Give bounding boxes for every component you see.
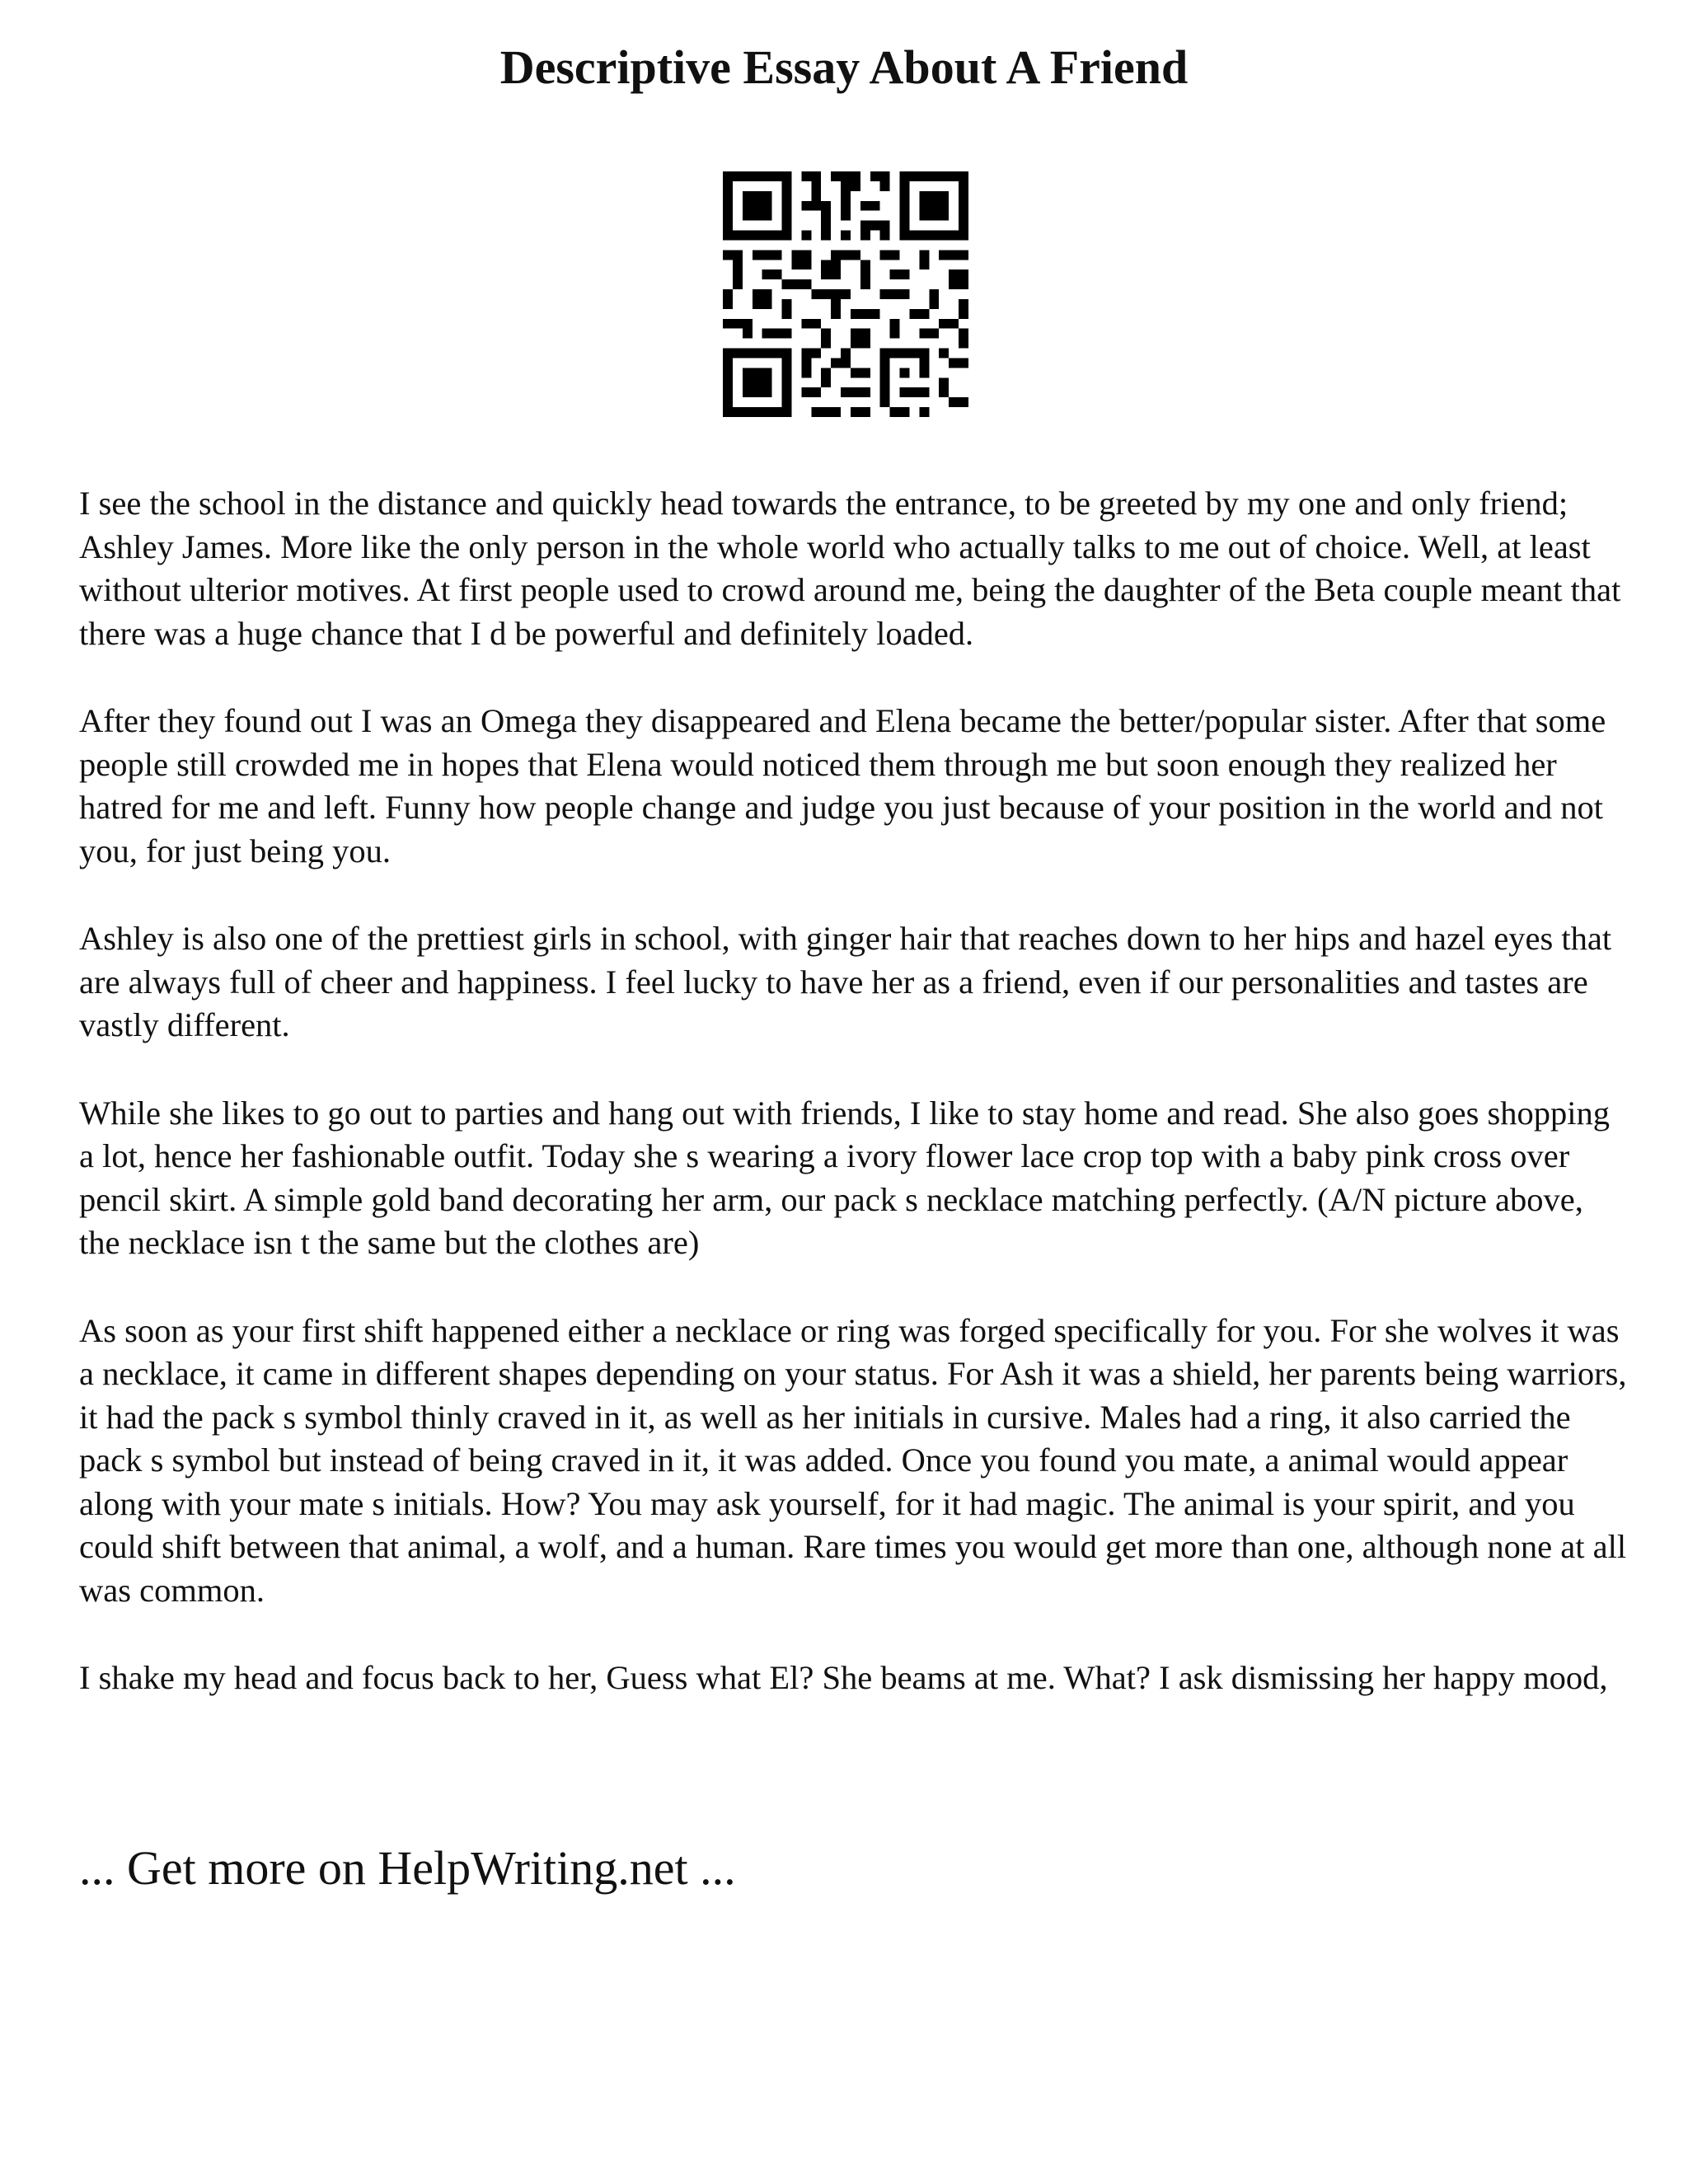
paragraph: I see the school in the distance and quickly head towards the entrance, to be greeted by my one and only friend; Ashley James. More like the only person in the whole world who actually talks to me out of choice. Well, at least without ulterior motives. At first people used to crowd around me, being the daughter of the Beta couple meant that there was a huge chance that I d be powerful and definitely loaded. — [79, 485, 1621, 652]
paragraph: As soon as your first shift happened either a necklace or ring was forged specifically for you. For she wolves it was a necklace, it came in different shapes depending on your status. For Ash it was a shield, her parents being warriors, it had the pack s symbol thinly craved in it, as well as her initials in cursive. Males had a ring, it also carried the pack s symbol but instead of being craved in it, it was added. Once you found you mate, a animal would appear along with your mate s initials. How? You may ask yourself, for it had magic. The animal is your spirit, and you could shift between that animal, a wolf, and a human. Rare times you would get more than one, although none at all was common. — [79, 1311, 1627, 1609]
paragraph: I shake my head and focus back to her, Guess what El? She beams at me. What? I ask dismissing her happy mood, — [79, 1659, 1608, 1696]
page-title: Descriptive Essay About A Friend — [499, 40, 1189, 94]
essay-body — [79, 482, 1629, 1745]
paragraph: While she likes to go out to parties and hang out with friends, I like to stay home and read. She also goes shopping a lot, hence her fashionable outfit. Today she s wearing a ivory flower lace crop top with a baby pink cross over pencil skirt. A simple gold band decorating her arm, our pack s necklace matching perfectly. (A/N picture above, the necklace isn t the same but the clothes are) — [79, 1094, 1611, 1261]
paragraph: After they found out I was an Omega they disappeared and Elena became the better/popular sister. After that some people still crowded me in hopes that Elena would noticed them through me but soon enough they realized her hatred for me and left. Funny how people change and judge you just because of your position in the world and not you, for just being you. — [79, 702, 1606, 869]
paragraph: Ashley is also one of the prettiest girls in school, with ginger hair that reaches down to her hips and hazel eyes that are always full of cheer and happiness. I feel lucky to have her as a friend, even if our personalities and tastes are vastly different. — [79, 920, 1612, 1043]
get-more-link[interactable]: ... Get more on HelpWriting.net ... — [79, 1841, 736, 1895]
qr-code-icon — [723, 171, 968, 417]
